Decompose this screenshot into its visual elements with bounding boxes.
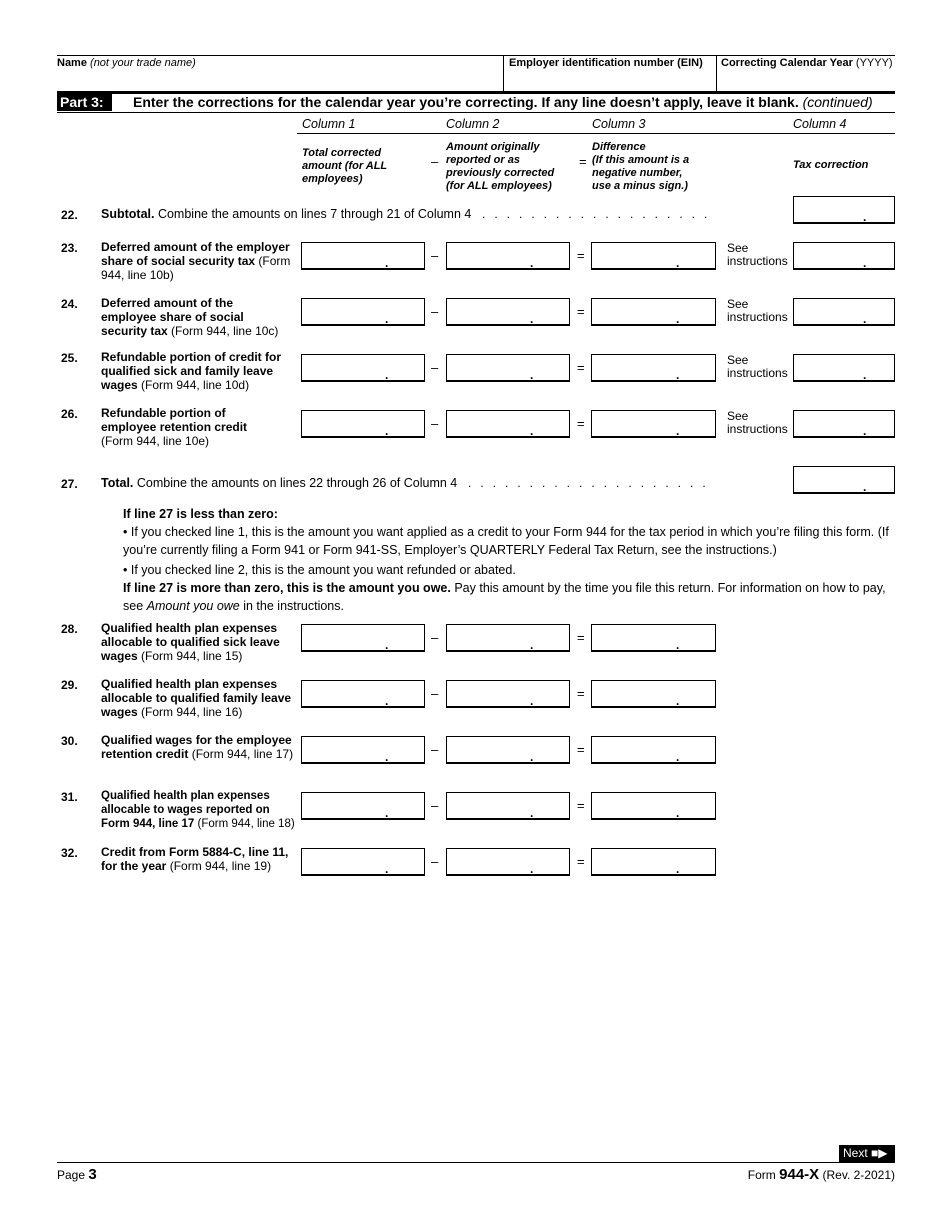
line-30-col3-box[interactable]: . [591,736,716,764]
line-23-minus: – [431,248,439,263]
line-22-leader-dots: ................... [482,207,717,221]
line-31-description: Qualified health plan expenses allocable to wages reported on Form 944, line 17 (Form 944, line 18) [101,790,295,830]
line-31-number: 31. [61,790,78,804]
line-29-col3-box[interactable]: . [591,680,716,708]
line-28-number: 28. [61,622,78,636]
line-27-col4-box[interactable]: . [793,466,895,494]
line-30-equals: = [577,742,585,757]
line-24-equals: = [577,304,585,319]
page-number: Page 3 [57,1166,97,1183]
line-25-col4-box[interactable]: . [793,354,895,382]
line-29-col2-box[interactable]: . [446,680,570,708]
ein-label: Employer identification number (EIN) [509,57,703,69]
line-28-col2-box[interactable]: . [446,624,570,652]
line-26-minus: – [431,416,439,431]
line-29-equals: = [577,686,585,701]
line-25-col2-box[interactable]: . [446,354,570,382]
column-2-description: Amount originally reported or as previously corrected (for ALL employees) [446,141,555,192]
line-32-number: 32. [61,846,78,860]
heading-minus: – [431,154,439,169]
line-30-col2-box[interactable]: . [446,736,570,764]
footer-rule [57,1162,895,1163]
year-field[interactable] [720,66,896,92]
column-4-description: Tax correction [793,159,869,171]
line-29-col1-box[interactable]: . [301,680,425,708]
line-25-col1-box[interactable]: . [301,354,425,382]
line-32-col1-box[interactable]: . [301,848,425,876]
name-field[interactable] [60,66,502,92]
line-28-col1-box[interactable]: . [301,624,425,652]
line-27-number: 27. [61,477,78,491]
line-29-number: 29. [61,678,78,692]
line-32-col3-box[interactable]: . [591,848,716,876]
header-divider-2 [716,55,717,92]
year-label: Correcting Calendar Year (YYYY) [721,57,893,69]
line-26-col4-box[interactable]: . [793,410,895,438]
line-22-description: Subtotal. Combine the amounts on lines 7 through 21 of Column 4 [101,207,472,221]
line-23-number: 23. [61,241,78,255]
line-28-equals: = [577,630,585,645]
line-31-col2-box[interactable]: . [446,792,570,820]
line-27-less-heading: If line 27 is less than zero: [123,507,278,521]
line-24-description: Deferred amount of the employee share of social security tax (Form 944, line 10c) [101,296,279,338]
line-31-minus: – [431,798,439,813]
line-24-col2-box[interactable]: . [446,298,570,326]
column-heading-rule [297,133,895,134]
line-31-col3-box[interactable]: . [591,792,716,820]
line-31-equals: = [577,798,585,813]
line-26-col1-box[interactable]: . [301,410,425,438]
line-30-number: 30. [61,734,78,748]
line-24-see-instructions: See instructions [727,297,788,324]
line-29-minus: – [431,686,439,701]
part-tab: Part 3: [57,93,112,111]
line-23-col2-box[interactable]: . [446,242,570,270]
line-32-description: Credit from Form 5884-C, line 11, for the year (Form 944, line 19) [101,845,289,873]
next-button[interactable]: Next ■▶ [839,1145,895,1162]
line-25-see-instructions: See instructions [727,353,788,380]
heading-equals: = [579,154,587,169]
column-1-description: Total corrected amount (for ALL employees) [302,147,388,185]
line-26-col2-box[interactable]: . [446,410,570,438]
line-23-equals: = [577,248,585,263]
line-32-minus: – [431,854,439,869]
line-32-col2-box[interactable]: . [446,848,570,876]
ein-field[interactable] [507,66,716,92]
line-32-equals: = [577,854,585,869]
line-23-see-instructions: See instructions [727,241,788,268]
form-identifier: Form 944-X (Rev. 2-2021) [747,1166,895,1183]
line-23-col3-box[interactable]: . [591,242,716,270]
line-24-col3-box[interactable]: . [591,298,716,326]
column-2-heading: Column 2 [446,117,500,131]
header-divider-1 [503,55,504,92]
line-26-see-instructions: See instructions [727,409,788,436]
line-29-description: Qualified health plan expenses allocable to qualified family leave wages (Form 944, line 16) [101,677,292,719]
line-28-description: Qualified health plan expenses allocable to qualified sick leave wages (Form 944, line 15) [101,621,280,663]
line-25-minus: – [431,360,439,375]
column-4-heading: Column 4 [793,117,847,131]
line-30-description: Qualified wages for the employee retention credit (Form 944, line 17) [101,733,294,761]
part-bottom-rule [57,112,895,113]
part-title: Enter the corrections for the calendar year you’re correcting. If any line doesn’t apply, leave it blank. (continued) [133,94,873,110]
line-25-number: 25. [61,351,78,365]
line-22-col4-box[interactable]: . [793,196,895,224]
line-23-col4-box[interactable]: . [793,242,895,270]
line-27-bullet-1: • If you checked line 1, this is the amount you want applied as a credit to your Form 944 for the tax period in which you’re filing this form. (If you’re currently filing a Form 941 or Form 941-SS, Employer’s QUARTERLY Federal Tax Return, see the instructions.) [123,525,889,557]
name-label: Name (not your trade name) [57,57,196,69]
line-28-minus: – [431,630,439,645]
line-31-col1-box[interactable]: . [301,792,425,820]
line-27-more-paragraph: If line 27 is more than zero, this is the amount you owe. Pay this amount by the time you file this return. For information on how to pay, see Amount you owe in the instructions. [123,581,886,613]
column-3-description: Difference (If this amount is a negative number, use a minus sign.) [592,141,690,192]
line-27-bullet-2: • If you checked line 2, this is the amount you want refunded or abated. [123,563,516,577]
line-24-number: 24. [61,297,78,311]
line-30-col1-box[interactable]: . [301,736,425,764]
column-3-heading: Column 3 [592,117,646,131]
line-25-description: Refundable portion of credit for qualified sick and family leave wages (Form 944, line 10d) [101,350,281,392]
line-24-minus: – [431,304,439,319]
line-23-description: Deferred amount of the employer share of social security tax (Form 944, line 10b) [101,240,291,282]
line-30-minus: – [431,742,439,757]
line-26-col3-box[interactable]: . [591,410,716,438]
line-25-equals: = [577,360,585,375]
line-28-col3-box[interactable]: . [591,624,716,652]
line-26-number: 26. [61,407,78,421]
line-23-col1-box[interactable]: . [301,242,425,270]
line-26-description: Refundable portion of employee retention credit (Form 944, line 10e) [101,406,248,448]
line-24-col1-box[interactable]: . [301,298,425,326]
line-26-equals: = [577,416,585,431]
line-27-leader-dots: .................... [468,476,715,490]
line-27-description: Total. Combine the amounts on lines 22 through 26 of Column 4 [101,476,458,490]
line-22-number: 22. [61,208,78,222]
line-24-col4-box[interactable]: . [793,298,895,326]
header-top-rule [57,55,895,56]
line-25-col3-box[interactable]: . [591,354,716,382]
column-1-heading: Column 1 [302,117,356,131]
